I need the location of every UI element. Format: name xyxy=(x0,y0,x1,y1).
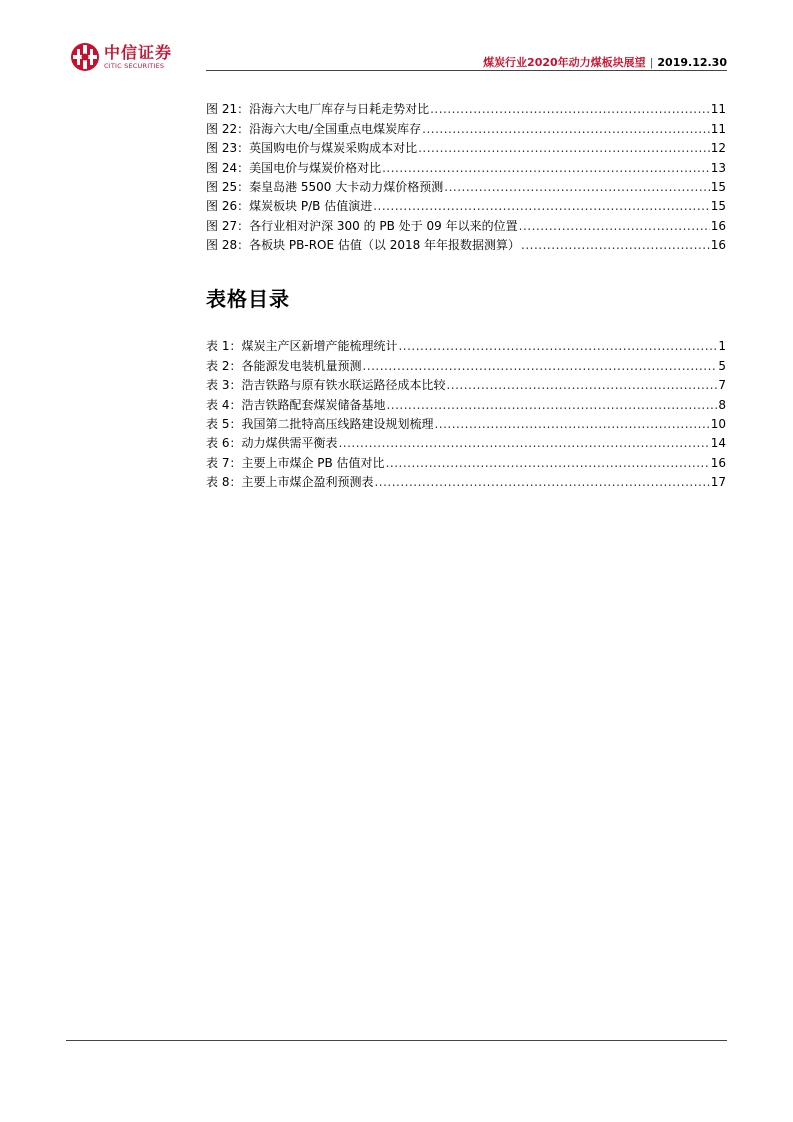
entry-label: 表 4：浩吉铁路配套煤炭储备基地 xyxy=(206,397,386,412)
leader-dots xyxy=(362,359,717,373)
entry-page: 10 xyxy=(710,416,726,431)
table-entry[interactable] xyxy=(206,412,726,431)
report-date: 2019.12.30 xyxy=(657,56,727,69)
entry-label: 表 6：动力煤供需平衡表 xyxy=(206,436,338,451)
logo-en-text: CITIC SECURITIES xyxy=(104,62,165,70)
logo-cn-text: 中信证券 xyxy=(104,43,173,62)
figure-entry[interactable] xyxy=(206,233,726,252)
entry-page: 15 xyxy=(710,179,726,194)
entry-label: 表 7：主要上市煤企 PB 估值对比 xyxy=(206,455,385,470)
entry-page: 16 xyxy=(710,455,726,470)
figure-entry[interactable] xyxy=(206,213,726,232)
entry-page: 12 xyxy=(710,141,726,156)
entry-page: 5 xyxy=(718,358,726,373)
entry-label: 图 25：秦皇岛港 5500 大卡动力煤价格预测 xyxy=(206,179,444,194)
table-entry[interactable] xyxy=(206,450,726,469)
leader-dots xyxy=(446,378,717,392)
entry-label: 图 27：各行业相对沪深 300 的 PB 处于 09 年以来的位置 xyxy=(206,218,518,233)
entry-label: 表 1：煤炭主产区新增产能梳理统计 xyxy=(206,339,398,354)
figure-entry[interactable] xyxy=(206,194,726,213)
entry-label: 表 8：主要上市煤企盈利预测表 xyxy=(206,475,374,490)
leader-dots xyxy=(422,122,710,136)
leader-dots xyxy=(418,141,710,155)
table-list xyxy=(206,334,726,489)
entry-page: 16 xyxy=(710,238,726,253)
leader-dots xyxy=(398,339,717,353)
entry-label: 图 22：沿海六大电/全国重点电煤炭库存 xyxy=(206,121,422,136)
entry-label: 图 24：美国电价与煤炭价格对比 xyxy=(206,160,382,175)
figure-entry[interactable] xyxy=(206,155,726,174)
entry-label: 图 26：煤炭板块 P/B 估值演进 xyxy=(206,199,373,214)
figure-entry[interactable] xyxy=(206,116,726,135)
leader-dots xyxy=(521,238,710,252)
entry-page: 7 xyxy=(718,378,726,393)
table-entry[interactable] xyxy=(206,353,726,372)
leader-dots xyxy=(386,398,717,412)
report-title: 煤炭行业2020年动力煤板块展望 xyxy=(483,56,646,69)
entry-page: 8 xyxy=(718,397,726,412)
header-separator: | xyxy=(649,56,654,69)
entry-label: 图 28：各板块 PB-ROE 估值（以 2018 年年报数据测算） xyxy=(206,238,521,253)
citic-logo-icon xyxy=(70,42,100,72)
citic-logo xyxy=(70,42,172,72)
entry-label: 表 3：浩吉铁路与原有铁水联运路径成本比较 xyxy=(206,378,446,393)
header-divider xyxy=(206,70,727,71)
table-entry[interactable] xyxy=(206,334,726,353)
entry-label: 表 5：我国第二批特高压线路建设规划梳理 xyxy=(206,416,434,431)
leader-dots xyxy=(519,219,710,233)
leader-dots xyxy=(374,475,709,489)
table-entry[interactable] xyxy=(206,392,726,411)
figure-entry[interactable] xyxy=(206,175,726,194)
figure-entry[interactable] xyxy=(206,97,726,116)
entry-page: 11 xyxy=(710,102,726,117)
entry-page: 16 xyxy=(710,218,726,233)
table-entry[interactable] xyxy=(206,470,726,489)
entry-page: 11 xyxy=(710,121,726,136)
entry-page: 17 xyxy=(710,475,726,490)
report-header xyxy=(483,54,727,70)
entry-page: 14 xyxy=(710,436,726,451)
leader-dots xyxy=(386,456,710,470)
entry-page: 1 xyxy=(718,339,726,354)
table-entry[interactable] xyxy=(206,373,726,392)
entry-page: 15 xyxy=(710,199,726,214)
entry-label: 图 21：沿海六大电厂库存与日耗走势对比 xyxy=(206,102,430,117)
figure-list xyxy=(206,97,726,252)
entry-page: 13 xyxy=(710,160,726,175)
footer-divider xyxy=(66,1040,727,1041)
leader-dots xyxy=(430,102,710,116)
leader-dots xyxy=(338,436,709,450)
leader-dots xyxy=(444,180,709,194)
leader-dots xyxy=(382,161,710,175)
table-entry[interactable] xyxy=(206,431,726,450)
figure-entry[interactable] xyxy=(206,136,726,155)
entry-label: 图 23：英国购电价与煤炭采购成本对比 xyxy=(206,141,418,156)
entry-label: 表 2：各能源发电装机量预测 xyxy=(206,358,362,373)
leader-dots xyxy=(373,199,709,213)
tables-section-title: 表格目录 xyxy=(206,287,290,311)
leader-dots xyxy=(434,417,709,431)
